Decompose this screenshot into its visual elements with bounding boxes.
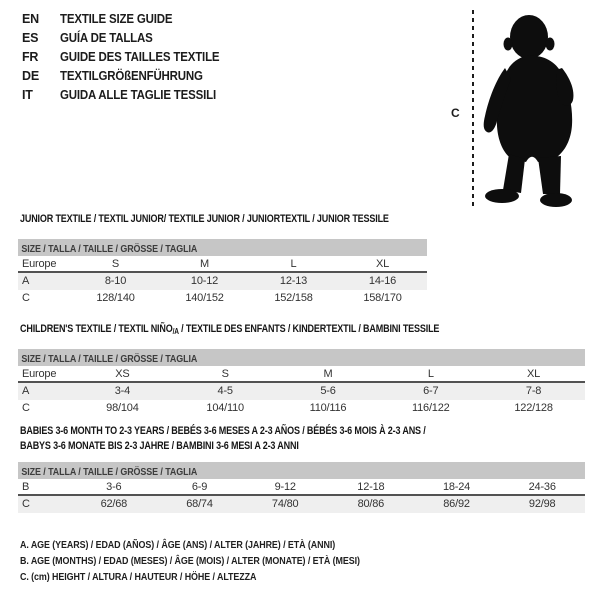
footnote-age-years: A. AGE (YEARS) / EDAD (AÑOS) / ÂGE (ANS) / ALTER (JAHRE) / ETÀ (ANNI) — [20, 539, 336, 551]
height-cell: 158/170 — [363, 292, 402, 304]
height-cell: 116/122 — [412, 402, 450, 414]
size-header-bar — [18, 462, 585, 479]
size-header-bar — [18, 239, 427, 256]
table-row-age-months — [18, 479, 585, 496]
height-cell: 68/74 — [186, 498, 213, 510]
language-code: DE — [22, 69, 39, 83]
age-cell: 3-4 — [114, 385, 131, 397]
babies-textile-table — [18, 424, 585, 513]
size-header-label: SIZE / TALLA / TAILLE / GRÖSSE / TAGLIA — [21, 466, 198, 478]
height-cell: 74/80 — [271, 498, 299, 510]
size-cell: M — [323, 368, 333, 380]
height-cell: 110/116 — [309, 402, 347, 414]
age-cell: 4-5 — [217, 385, 233, 397]
table-row-age — [18, 273, 427, 290]
size-header-bar — [18, 349, 585, 366]
table-row-europe — [18, 366, 585, 383]
language-code: IT — [22, 88, 33, 102]
language-row — [22, 48, 233, 67]
age-cell: 3-6 — [106, 481, 122, 493]
height-cell: 98/104 — [106, 402, 139, 414]
row-label: C — [22, 402, 30, 414]
height-cell: 122/128 — [514, 402, 553, 414]
height-cell: 128/140 — [96, 292, 135, 304]
height-measure-dashed-line — [472, 10, 474, 207]
size-header-label: SIZE / TALLA / TAILLE / GRÖSSE / TAGLIA — [21, 243, 198, 255]
language-title-list — [22, 10, 233, 105]
age-cell: 12-13 — [279, 275, 308, 287]
table-title-text: CHILDREN'S TEXTILE / TEXTIL NIÑO — [20, 323, 173, 335]
language-label: GUÍA DE TALLAS — [60, 31, 153, 45]
row-label: Europe — [22, 368, 57, 380]
age-cell: 8-10 — [104, 275, 127, 287]
size-cell: S — [221, 368, 229, 380]
row-label: A — [22, 385, 30, 397]
size-cell: L — [290, 258, 297, 270]
age-cell: 7-8 — [525, 385, 542, 397]
table-row-europe — [18, 256, 427, 273]
height-cell: 104/110 — [206, 402, 244, 414]
language-row — [22, 29, 233, 48]
language-row — [22, 10, 233, 29]
age-cell: 5-6 — [320, 385, 336, 397]
age-cell: 9-12 — [274, 481, 296, 493]
height-cell: 86/92 — [443, 498, 470, 510]
legend-footnotes — [20, 537, 420, 585]
table-row-height — [18, 400, 585, 417]
table-row-age — [18, 383, 585, 400]
language-row — [22, 86, 233, 105]
language-code: ES — [22, 31, 39, 45]
footnote-height: C. (cm) HEIGHT / ALTURA / HAUTEUR / HÖHE / ALTEZZA — [20, 571, 257, 583]
size-cell: XL — [527, 368, 541, 380]
age-cell: 6-9 — [191, 481, 208, 493]
age-cell: 10-12 — [190, 275, 219, 287]
table-title-subscript: /A — [172, 327, 179, 336]
junior-textile-table — [18, 212, 427, 307]
row-label: C — [22, 292, 30, 304]
footnote-age-months: B. AGE (MONTHS) / EDAD (MESES) / ÂGE (MOIS) / ALTER (MONATE) / ETÀ (MESI) — [20, 555, 360, 567]
table-title-line1: BABIES 3-6 MONTH TO 2-3 YEARS / BEBÉS 3-6 MESES A 2-3 AÑOS / BÉBÉS 3-6 MOIS À 2-3 ANS / — [20, 425, 426, 437]
row-label: A — [22, 275, 30, 287]
language-label: TEXTILGRÖßENFÜHRUNG — [60, 69, 203, 83]
language-label: GUIDA ALLE TAGLIE TESSILI — [60, 88, 216, 102]
age-cell: 12-18 — [357, 481, 385, 493]
language-code: FR — [22, 50, 39, 64]
table-row-height — [18, 290, 427, 307]
height-measure-label: C — [451, 106, 460, 120]
age-cell: 14-16 — [368, 275, 397, 287]
size-cell: XL — [375, 258, 390, 270]
size-cell: M — [200, 258, 209, 270]
toddler-silhouette-icon — [478, 4, 598, 210]
age-cell: 6-7 — [423, 385, 439, 397]
size-header-label: SIZE / TALLA / TAILLE / GRÖSSE / TAGLIA — [21, 353, 198, 365]
height-cell: 140/152 — [185, 292, 224, 304]
height-cell: 80/86 — [357, 498, 385, 510]
age-cell: 24-36 — [528, 481, 556, 493]
age-cell: 18-24 — [442, 481, 471, 493]
row-label: C — [22, 498, 30, 510]
childrens-textile-table — [18, 322, 585, 417]
size-cell: XS — [115, 368, 130, 380]
table-title-line2: BABYS 3-6 MONATE BIS 2-3 JAHRE / BAMBINI 3-6 MESI A 2-3 ANNI — [20, 440, 299, 452]
table-title-text: / TEXTILE DES ENFANTS / KINDERTEXTIL / BAMBINI TESSILE — [178, 323, 440, 335]
row-label: B — [22, 481, 30, 493]
table-title: JUNIOR TEXTILE / TEXTIL JUNIOR/ TEXTILE JUNIOR / JUNIORTEXTIL / JUNIOR TESSILE — [20, 213, 389, 225]
height-cell: 152/158 — [274, 292, 313, 304]
language-label: GUIDE DES TAILLES TEXTILE — [60, 50, 220, 64]
height-cell: 62/68 — [100, 498, 128, 510]
row-label: Europe — [22, 258, 57, 270]
language-label: TEXTILE SIZE GUIDE — [60, 12, 173, 26]
language-code: EN — [22, 12, 39, 26]
table-title — [20, 322, 483, 337]
table-row-height — [18, 496, 585, 513]
height-cell: 92/98 — [528, 498, 556, 510]
language-row — [22, 67, 233, 86]
size-cell: L — [427, 368, 434, 380]
size-cell: S — [111, 258, 120, 270]
